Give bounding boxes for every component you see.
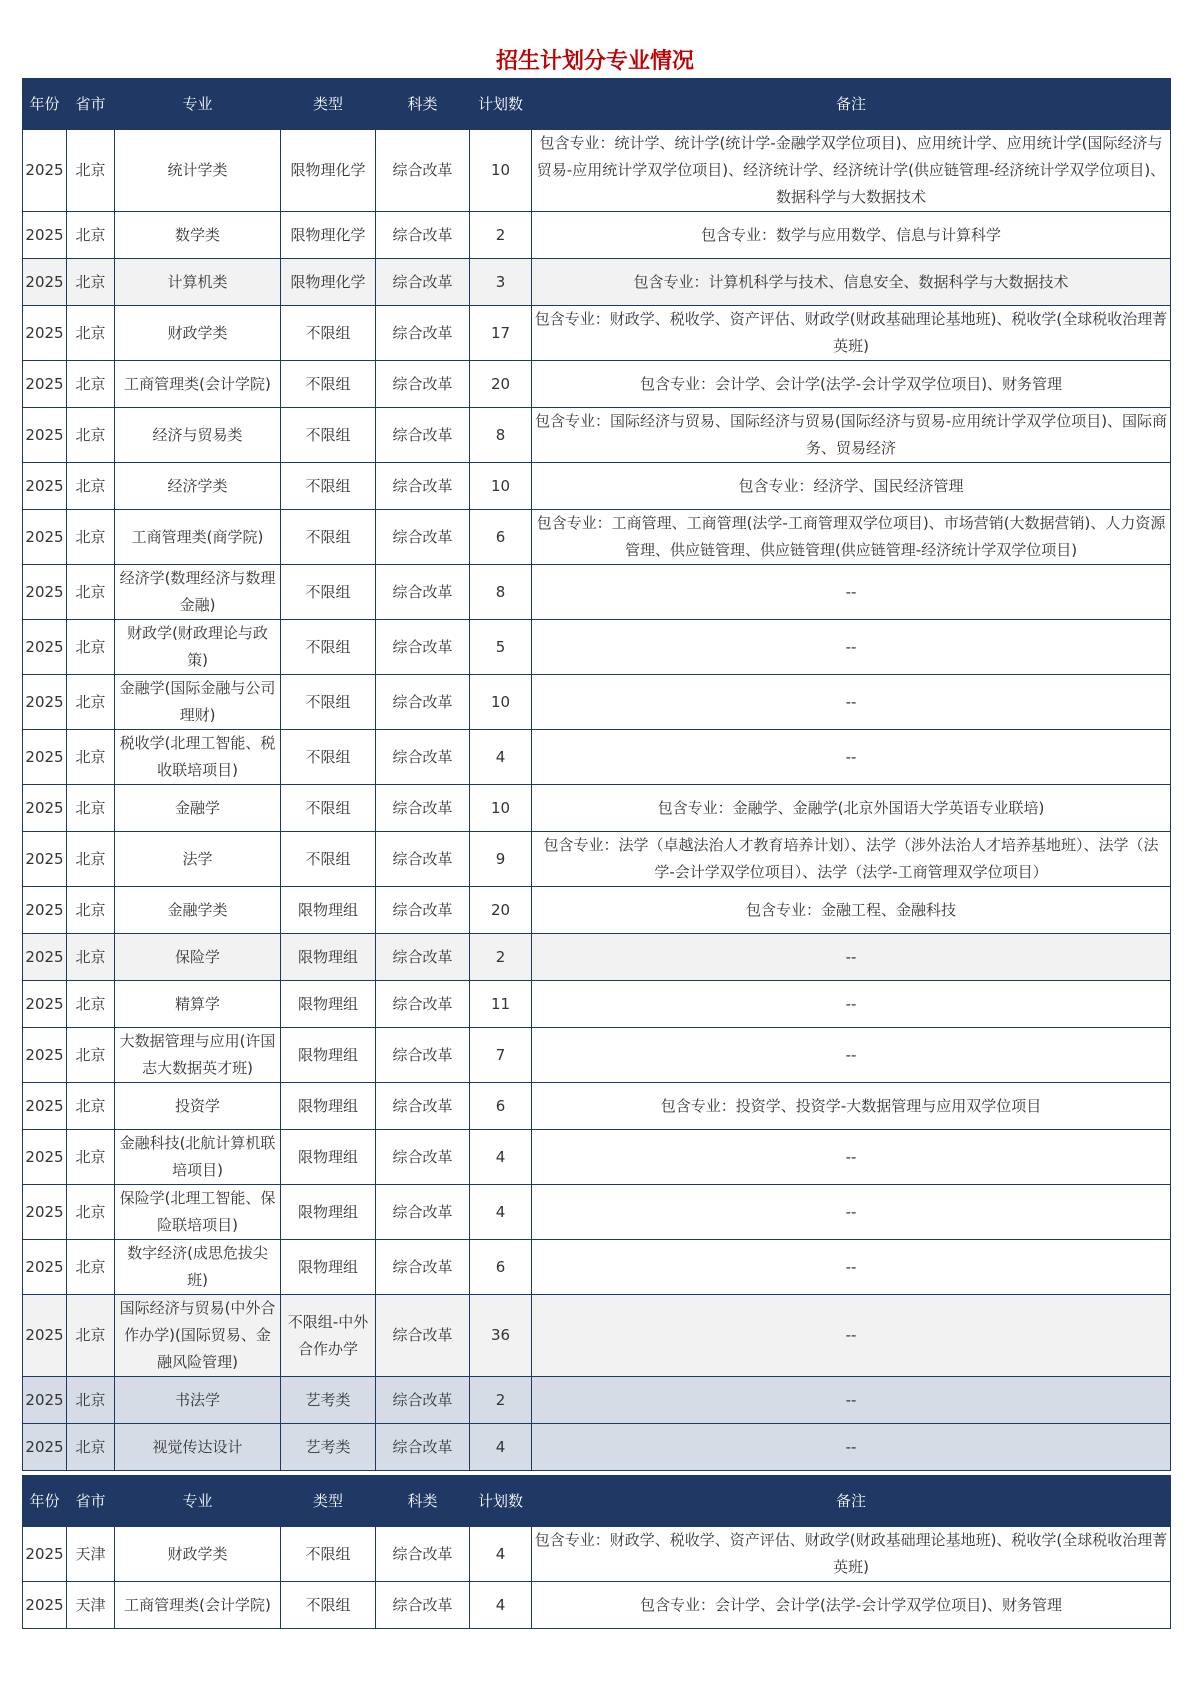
header-remark: 备注: [532, 79, 1171, 130]
cell-province: 北京: [67, 306, 115, 361]
cell-remark: 包含专业：工商管理、工商管理(法学-工商管理双学位项目)、市场营销(大数据营销)、人力资源管理、供应链管理、供应链管理(供应链管理-经济统计学双学位项目): [532, 510, 1171, 565]
header-type: 类型: [281, 1476, 376, 1527]
header-province: 省市: [67, 1476, 115, 1527]
cell-major: 数字经济(成思危拔尖班): [115, 1240, 281, 1295]
cell-type: 不限组: [281, 785, 376, 832]
cell-plan-count: 4: [470, 1185, 532, 1240]
cell-year: 2025: [23, 130, 67, 212]
cell-province: 北京: [67, 1083, 115, 1130]
table-row: [23, 130, 1171, 212]
cell-remark: 包含专业：数学与应用数学、信息与计算科学: [532, 212, 1171, 259]
cell-remark: --: [532, 1240, 1171, 1295]
cell-major: 工商管理类(会计学院): [115, 1582, 281, 1629]
cell-type: 限物理组: [281, 1185, 376, 1240]
cell-remark: 包含专业：计算机科学与技术、信息安全、数据科学与大数据技术: [532, 259, 1171, 306]
cell-category: 综合改革: [376, 1582, 470, 1629]
cell-category: 综合改革: [376, 1028, 470, 1083]
cell-province: 北京: [67, 675, 115, 730]
cell-major: 工商管理类(商学院): [115, 510, 281, 565]
cell-type: 不限组: [281, 1582, 376, 1629]
cell-province: 北京: [67, 259, 115, 306]
cell-type: 限物理组: [281, 1240, 376, 1295]
cell-type: 不限组: [281, 675, 376, 730]
cell-province: 北京: [67, 620, 115, 675]
cell-category: 综合改革: [376, 887, 470, 934]
table-row: [23, 832, 1171, 887]
table-row: [23, 1377, 1171, 1424]
table-row: [23, 259, 1171, 306]
cell-category: 综合改革: [376, 259, 470, 306]
cell-remark: --: [532, 675, 1171, 730]
cell-remark: 包含专业：金融工程、金融科技: [532, 887, 1171, 934]
cell-type: 不限组: [281, 620, 376, 675]
cell-year: 2025: [23, 1028, 67, 1083]
cell-province: 北京: [67, 212, 115, 259]
cell-major: 财政学(财政理论与政策): [115, 620, 281, 675]
table-row: [23, 463, 1171, 510]
table-row: [23, 1240, 1171, 1295]
cell-province: 北京: [67, 1295, 115, 1377]
cell-major: 书法学: [115, 1377, 281, 1424]
cell-province: 北京: [67, 981, 115, 1028]
cell-major: 数学类: [115, 212, 281, 259]
cell-plan-count: 8: [470, 408, 532, 463]
cell-remark: --: [532, 1130, 1171, 1185]
cell-remark: --: [532, 1295, 1171, 1377]
cell-category: 综合改革: [376, 730, 470, 785]
table-row: [23, 510, 1171, 565]
cell-major: 保险学: [115, 934, 281, 981]
cell-major: 经济与贸易类: [115, 408, 281, 463]
table-row: [23, 212, 1171, 259]
cell-province: 北京: [67, 408, 115, 463]
cell-year: 2025: [23, 212, 67, 259]
cell-type: 不限组: [281, 730, 376, 785]
table-row: [23, 408, 1171, 463]
cell-remark: 包含专业：国际经济与贸易、国际经济与贸易(国际经济与贸易-应用统计学双学位项目)、国际商务、贸易经济: [532, 408, 1171, 463]
cell-plan-count: 36: [470, 1295, 532, 1377]
cell-year: 2025: [23, 887, 67, 934]
header-province: 省市: [67, 79, 115, 130]
cell-category: 综合改革: [376, 463, 470, 510]
header-major: 专业: [115, 1476, 281, 1527]
cell-plan-count: 4: [470, 1424, 532, 1471]
cell-category: 综合改革: [376, 1185, 470, 1240]
cell-plan-count: 9: [470, 832, 532, 887]
table-header-row: [23, 79, 1171, 130]
cell-plan-count: 17: [470, 306, 532, 361]
cell-year: 2025: [23, 1527, 67, 1582]
page-title: 招生计划分专业情况: [495, 49, 694, 74]
table-row: [23, 1582, 1171, 1629]
header-plan-count: 计划数: [470, 1476, 532, 1527]
cell-type: 不限组-中外合作办学: [281, 1295, 376, 1377]
cell-category: 综合改革: [376, 934, 470, 981]
table-row: [23, 361, 1171, 408]
cell-remark: 包含专业：统计学、统计学(统计学-金融学双学位项目)、应用统计学、应用统计学(国际经济与贸易-应用统计学双学位项目)、经济统计学、经济统计学(供应链管理-经济统计学双学位项目)、数据科学与大数据技术: [532, 130, 1171, 212]
cell-province: 北京: [67, 463, 115, 510]
cell-plan-count: 8: [470, 565, 532, 620]
cell-remark: 包含专业：经济学、国民经济管理: [532, 463, 1171, 510]
table-row: [23, 1424, 1171, 1471]
cell-plan-count: 5: [470, 620, 532, 675]
header-category: 科类: [376, 1476, 470, 1527]
cell-province: 北京: [67, 1185, 115, 1240]
cell-province: 北京: [67, 130, 115, 212]
cell-year: 2025: [23, 565, 67, 620]
cell-major: 财政学类: [115, 306, 281, 361]
cell-year: 2025: [23, 1185, 67, 1240]
cell-year: 2025: [23, 1377, 67, 1424]
cell-plan-count: 6: [470, 510, 532, 565]
cell-year: 2025: [23, 1130, 67, 1185]
cell-major: 经济学(数理经济与数理金融): [115, 565, 281, 620]
cell-type: 限物理化学: [281, 130, 376, 212]
cell-category: 综合改革: [376, 130, 470, 212]
cell-type: 不限组: [281, 510, 376, 565]
cell-category: 综合改革: [376, 306, 470, 361]
cell-category: 综合改革: [376, 1295, 470, 1377]
cell-plan-count: 10: [470, 785, 532, 832]
cell-year: 2025: [23, 1582, 67, 1629]
header-year: 年份: [23, 1476, 67, 1527]
cell-province: 北京: [67, 1377, 115, 1424]
cell-remark: --: [532, 1185, 1171, 1240]
cell-year: 2025: [23, 1083, 67, 1130]
cell-type: 不限组: [281, 1527, 376, 1582]
cell-year: 2025: [23, 730, 67, 785]
cell-remark: --: [532, 981, 1171, 1028]
cell-category: 综合改革: [376, 510, 470, 565]
cell-major: 经济学类: [115, 463, 281, 510]
cell-year: 2025: [23, 306, 67, 361]
cell-category: 综合改革: [376, 620, 470, 675]
cell-category: 综合改革: [376, 565, 470, 620]
cell-type: 限物理组: [281, 981, 376, 1028]
cell-year: 2025: [23, 1295, 67, 1377]
table-header-row: [23, 1476, 1171, 1527]
cell-remark: --: [532, 730, 1171, 785]
cell-major: 税收学(北理工智能、税收联培项目): [115, 730, 281, 785]
cell-province: 北京: [67, 785, 115, 832]
table-row: [23, 1527, 1171, 1582]
cell-plan-count: 4: [470, 730, 532, 785]
cell-province: 北京: [67, 934, 115, 981]
cell-remark: 包含专业：投资学、投资学-大数据管理与应用双学位项目: [532, 1083, 1171, 1130]
cell-plan-count: 2: [470, 934, 532, 981]
cell-year: 2025: [23, 1424, 67, 1471]
cell-plan-count: 10: [470, 130, 532, 212]
cell-type: 限物理化学: [281, 212, 376, 259]
cell-remark: 包含专业：会计学、会计学(法学-会计学双学位项目)、财务管理: [532, 361, 1171, 408]
cell-province: 北京: [67, 565, 115, 620]
cell-category: 综合改革: [376, 981, 470, 1028]
cell-province: 北京: [67, 1240, 115, 1295]
cell-category: 综合改革: [376, 1377, 470, 1424]
cell-major: 大数据管理与应用(许国志大数据英才班): [115, 1028, 281, 1083]
cell-plan-count: 11: [470, 981, 532, 1028]
cell-category: 综合改革: [376, 1083, 470, 1130]
cell-plan-count: 2: [470, 1377, 532, 1424]
cell-category: 综合改革: [376, 212, 470, 259]
cell-type: 艺考类: [281, 1377, 376, 1424]
cell-year: 2025: [23, 620, 67, 675]
table-row: [23, 1130, 1171, 1185]
table-row: [23, 785, 1171, 832]
cell-remark: --: [532, 620, 1171, 675]
cell-type: 限物理化学: [281, 259, 376, 306]
cell-year: 2025: [23, 981, 67, 1028]
cell-category: 综合改革: [376, 1527, 470, 1582]
cell-type: 不限组: [281, 832, 376, 887]
cell-province: 北京: [67, 361, 115, 408]
cell-type: 不限组: [281, 565, 376, 620]
cell-type: 艺考类: [281, 1424, 376, 1471]
table-row: [23, 730, 1171, 785]
cell-major: 视觉传达设计: [115, 1424, 281, 1471]
cell-type: 限物理组: [281, 1028, 376, 1083]
cell-year: 2025: [23, 361, 67, 408]
cell-remark: 包含专业：金融学、金融学(北京外国语大学英语专业联培): [532, 785, 1171, 832]
table-row: [23, 1185, 1171, 1240]
cell-category: 综合改革: [376, 785, 470, 832]
cell-province: 北京: [67, 887, 115, 934]
cell-remark: --: [532, 934, 1171, 981]
header-type: 类型: [281, 79, 376, 130]
table-row: [23, 934, 1171, 981]
cell-major: 工商管理类(会计学院): [115, 361, 281, 408]
cell-province: 北京: [67, 1028, 115, 1083]
enrollment-plan-table: [22, 78, 1171, 1629]
cell-province: 天津: [67, 1527, 115, 1582]
cell-major: 金融学(国际金融与公司理财): [115, 675, 281, 730]
cell-type: 限物理组: [281, 1130, 376, 1185]
cell-type: 不限组: [281, 463, 376, 510]
cell-major: 统计学类: [115, 130, 281, 212]
cell-type: 不限组: [281, 408, 376, 463]
cell-remark: 包含专业：财政学、税收学、资产评估、财政学(财政基础理论基地班)、税收学(全球税收治理菁英班): [532, 306, 1171, 361]
cell-type: 限物理组: [281, 1083, 376, 1130]
cell-province: 北京: [67, 510, 115, 565]
cell-category: 综合改革: [376, 1424, 470, 1471]
cell-major: 计算机类: [115, 259, 281, 306]
header-remark: 备注: [532, 1476, 1171, 1527]
cell-major: 金融科技(北航计算机联培项目): [115, 1130, 281, 1185]
table-row: [23, 620, 1171, 675]
cell-major: 保险学(北理工智能、保险联培项目): [115, 1185, 281, 1240]
cell-plan-count: 2: [470, 212, 532, 259]
table-row: [23, 1295, 1171, 1377]
cell-province: 北京: [67, 1130, 115, 1185]
cell-major: 国际经济与贸易(中外合作办学)(国际贸易、金融风险管理): [115, 1295, 281, 1377]
cell-type: 不限组: [281, 361, 376, 408]
cell-year: 2025: [23, 934, 67, 981]
cell-year: 2025: [23, 832, 67, 887]
cell-remark: 包含专业：法学（卓越法治人才教育培养计划）、法学（涉外法治人才培养基地班）、法学（法学-会计学双学位项目）、法学（法学-工商管理双学位项目）: [532, 832, 1171, 887]
cell-year: 2025: [23, 675, 67, 730]
cell-remark: --: [532, 1377, 1171, 1424]
cell-major: 投资学: [115, 1083, 281, 1130]
cell-remark: --: [532, 565, 1171, 620]
header-year: 年份: [23, 79, 67, 130]
cell-year: 2025: [23, 408, 67, 463]
cell-category: 综合改革: [376, 1240, 470, 1295]
cell-province: 北京: [67, 1424, 115, 1471]
cell-major: 财政学类: [115, 1527, 281, 1582]
cell-category: 综合改革: [376, 361, 470, 408]
cell-plan-count: 6: [470, 1083, 532, 1130]
cell-major: 精算学: [115, 981, 281, 1028]
header-category: 科类: [376, 79, 470, 130]
cell-year: 2025: [23, 510, 67, 565]
cell-plan-count: 3: [470, 259, 532, 306]
cell-plan-count: 7: [470, 1028, 532, 1083]
table-row: [23, 565, 1171, 620]
cell-major: 金融学类: [115, 887, 281, 934]
cell-category: 综合改革: [376, 675, 470, 730]
cell-plan-count: 4: [470, 1582, 532, 1629]
cell-remark: 包含专业：会计学、会计学(法学-会计学双学位项目)、财务管理: [532, 1582, 1171, 1629]
cell-year: 2025: [23, 463, 67, 510]
header-major: 专业: [115, 79, 281, 130]
cell-plan-count: 4: [470, 1130, 532, 1185]
cell-type: 不限组: [281, 306, 376, 361]
cell-type: 限物理组: [281, 934, 376, 981]
cell-year: 2025: [23, 259, 67, 306]
cell-year: 2025: [23, 785, 67, 832]
cell-plan-count: 6: [470, 1240, 532, 1295]
table-row: [23, 887, 1171, 934]
table-row: [23, 306, 1171, 361]
cell-plan-count: 10: [470, 675, 532, 730]
cell-plan-count: 20: [470, 887, 532, 934]
cell-province: 北京: [67, 832, 115, 887]
cell-province: 天津: [67, 1582, 115, 1629]
cell-type: 限物理组: [281, 887, 376, 934]
cell-plan-count: 4: [470, 1527, 532, 1582]
table-row: [23, 1083, 1171, 1130]
table-row: [23, 1028, 1171, 1083]
cell-major: 法学: [115, 832, 281, 887]
cell-remark: --: [532, 1028, 1171, 1083]
cell-category: 综合改革: [376, 832, 470, 887]
cell-plan-count: 20: [470, 361, 532, 408]
table-row: [23, 981, 1171, 1028]
cell-remark: 包含专业：财政学、税收学、资产评估、财政学(财政基础理论基地班)、税收学(全球税收治理菁英班): [532, 1527, 1171, 1582]
cell-major: 金融学: [115, 785, 281, 832]
cell-province: 北京: [67, 730, 115, 785]
cell-category: 综合改革: [376, 408, 470, 463]
table-row: [23, 675, 1171, 730]
header-plan-count: 计划数: [470, 79, 532, 130]
cell-plan-count: 10: [470, 463, 532, 510]
cell-remark: --: [532, 1424, 1171, 1471]
cell-year: 2025: [23, 1240, 67, 1295]
cell-category: 综合改革: [376, 1130, 470, 1185]
